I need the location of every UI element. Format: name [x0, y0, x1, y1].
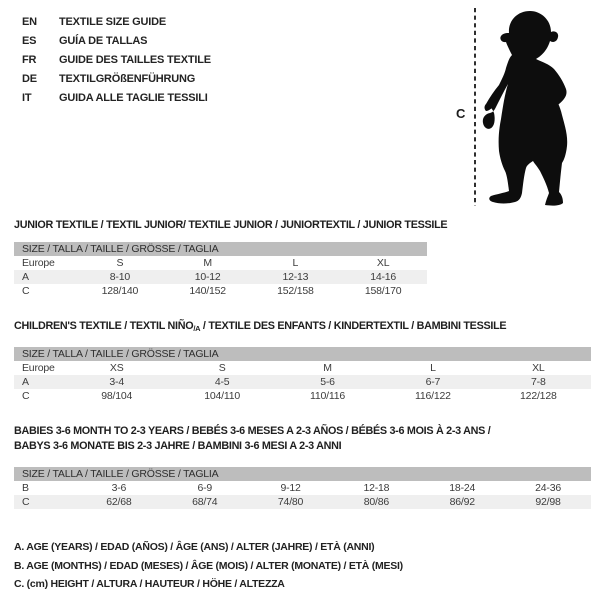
table-cell: 122/128 [520, 390, 557, 402]
table-cell: 24-36 [535, 482, 561, 494]
row-label: B [22, 482, 29, 494]
size-header-bar: SIZE / TALLA / TAILLE / GRÖSSE / TAGLIA [14, 467, 591, 481]
language-title: GUIDE DES TAILLES TEXTILE [59, 54, 211, 66]
table-cell: 9-12 [280, 482, 301, 494]
children-section-heading [14, 319, 506, 336]
language-code: ES [22, 35, 37, 47]
table-cell: 6-9 [197, 482, 213, 494]
table-cell: 14-16 [370, 271, 397, 283]
language-row [22, 89, 211, 108]
table-cell: 5-6 [320, 376, 335, 388]
row-label: C [22, 285, 30, 297]
language-code: DE [22, 73, 37, 85]
row-label: C [22, 496, 30, 508]
footnote-b: B. AGE (MONTHS) / EDAD (MESES) / ÂGE (MOIS) / ALTER (MONATE) / ETÀ (MESI) [14, 559, 403, 572]
row-label: Europe [22, 362, 55, 374]
footnote-c: C. (cm) HEIGHT / ALTURA / HAUTEUR / HÖHE / ALTEZZA [14, 578, 285, 590]
table-cell: XS [109, 362, 124, 374]
language-row [22, 32, 211, 51]
language-list [22, 13, 211, 108]
table-cell: 7-8 [531, 376, 546, 388]
language-row [22, 51, 211, 70]
junior-section-heading: JUNIOR TEXTILE / TEXTIL JUNIOR/ TEXTILE JUNIOR / JUNIORTEXTIL / JUNIOR TESSILE [14, 219, 448, 231]
language-title: GUIDA ALLE TAGLIE TESSILI [59, 92, 208, 104]
table-cell: 140/152 [189, 285, 226, 297]
table-cell: 104/110 [204, 390, 240, 402]
table-row [14, 375, 591, 389]
row-label: C [22, 390, 30, 402]
table-cell: 3-6 [111, 482, 127, 494]
row-label: A [22, 376, 29, 388]
height-measure-label: C [456, 106, 466, 121]
row-label: A [22, 271, 29, 283]
table-cell: 116/122 [415, 390, 451, 402]
table-cell: L [430, 362, 436, 374]
table-cell: 128/140 [101, 285, 139, 297]
table-cell: 152/158 [277, 285, 314, 297]
table-cell: XL [532, 362, 545, 374]
junior-size-table [14, 242, 427, 298]
table-cell: 12-13 [282, 271, 309, 283]
table-row [14, 270, 427, 284]
children-heading-text: CHILDREN'S TEXTILE / TEXTIL NIÑO [14, 320, 194, 332]
children-heading-subscript: /A [193, 324, 201, 333]
table-row [14, 389, 591, 403]
baby-figure [455, 5, 600, 210]
table-cell: 80/86 [363, 496, 390, 508]
table-cell: S [116, 257, 124, 269]
children-size-table [14, 347, 591, 403]
table-cell: 6-7 [425, 376, 441, 388]
table-cell: 68/74 [192, 496, 218, 508]
size-header-bar: SIZE / TALLA / TAILLE / GRÖSSE / TAGLIA [14, 347, 591, 361]
table-cell: 98/104 [101, 390, 133, 402]
baby-silhouette-icon [483, 11, 567, 206]
row-label: Europe [22, 257, 55, 269]
table-row [14, 256, 427, 270]
table-cell: 92/98 [535, 496, 561, 508]
table-cell: 12-18 [363, 482, 390, 494]
table-cell: 158/170 [364, 285, 402, 297]
footnotes [14, 538, 403, 594]
table-cell: S [218, 362, 226, 374]
language-code: EN [22, 16, 37, 28]
table-cell: 86/92 [449, 496, 475, 508]
table-cell: 3-4 [109, 376, 124, 388]
footnote-a: A. AGE (YEARS) / EDAD (AÑOS) / ÂGE (ANS) / ALTER (JAHRE) / ETÀ (ANNI) [14, 541, 375, 553]
language-row [22, 13, 211, 32]
table-cell: L [292, 257, 299, 269]
language-code: IT [22, 92, 32, 104]
babies-heading-line2: BABYS 3-6 MONATE BIS 2-3 JAHRE / BAMBINI 3-6 MESI A 2-3 ANNI [14, 440, 342, 452]
table-cell: XL [376, 257, 390, 269]
table-row [14, 495, 591, 509]
table-row [14, 284, 427, 298]
language-title: GUÍA DE TALLAS [59, 35, 148, 47]
table-cell: 74/80 [277, 496, 304, 508]
babies-section-heading [14, 424, 490, 454]
table-row [14, 361, 591, 375]
language-code: FR [22, 54, 37, 66]
table-cell: M [203, 257, 212, 269]
table-row [14, 481, 591, 495]
children-heading-text: / TEXTILE DES ENFANTS / KINDERTEXTIL / BAMBINI TESSILE [200, 320, 507, 332]
table-cell: 62/68 [106, 496, 132, 508]
table-cell: 18-24 [449, 482, 476, 494]
babies-heading-line1: BABIES 3-6 MONTH TO 2-3 YEARS / BEBÉS 3-6 MESES A 2-3 AÑOS / BÉBÉS 3-6 MOIS À 2-3 ANS / [14, 425, 491, 437]
table-cell: 4-5 [214, 376, 230, 388]
language-row [22, 70, 211, 89]
language-title: TEXTILE SIZE GUIDE [59, 16, 167, 28]
language-title: TEXTILGRÖßENFÜHRUNG [59, 73, 196, 85]
table-cell: 110/116 [310, 390, 346, 402]
table-cell: 10-12 [194, 271, 221, 283]
table-cell: M [323, 362, 332, 374]
table-cell: 8-10 [109, 271, 130, 283]
babies-size-table [14, 467, 591, 509]
size-header-bar: SIZE / TALLA / TAILLE / GRÖSSE / TAGLIA [14, 242, 427, 256]
